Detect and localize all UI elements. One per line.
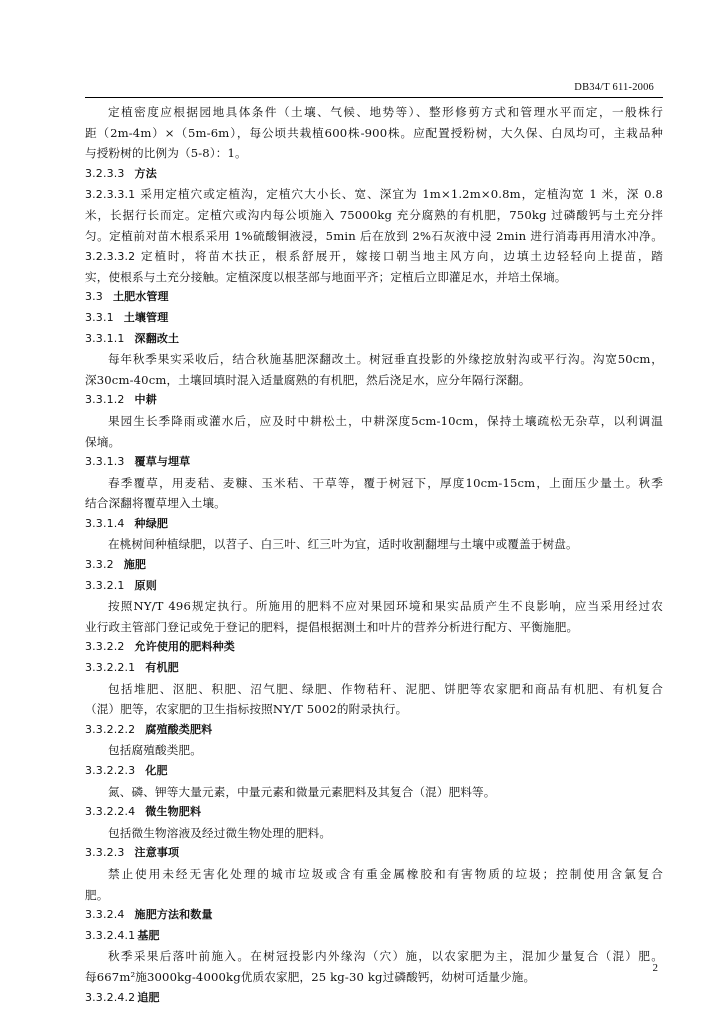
section-title: 施肥方法和数量 <box>134 908 213 922</box>
section-title: 深翻改土 <box>134 331 180 345</box>
clause-text: 定植时，将苗木扶正，根系舒展开，嫁接口朝当地主风方向，边填土边轻轻向上提苗，踏 <box>139 249 663 264</box>
section-heading <box>85 637 663 658</box>
clause-number: 3.2.3.3.1 <box>85 188 136 202</box>
paragraph-line: 业行政主管部门登记或免于登记的肥料，提倡根据测土和叶片的营养分析进行配方、平衡施肥。 <box>85 619 579 634</box>
paragraph-line: 结合深翻将覆草埋入土壤。 <box>85 496 226 511</box>
section-heading <box>85 720 663 741</box>
section-title: 追肥 <box>137 990 160 1004</box>
paragraph-line: 果园生长季降雨或灌水后，应及时中耕松土，中耕深度5cm-10cm，保持土壤疏松无杂草，以利调温 <box>108 413 663 428</box>
document-body <box>85 102 663 1008</box>
section-title: 注意事项 <box>134 846 180 860</box>
section-title: 原则 <box>134 578 157 592</box>
header-rule <box>85 97 663 98</box>
section-number: 3.3.1 <box>85 310 114 324</box>
section-number: 3.3.1.4 <box>85 516 125 530</box>
paragraph-line: 每667m²施3000kg-4000kg优质农家肥，25 kg-30 kg过磷酸钙，幼树可适量少施。 <box>85 969 536 984</box>
clause-number: 3.2.3.3.2 <box>85 250 136 264</box>
section-number: 3.3.2.4.2 <box>85 990 136 1004</box>
section-heading <box>85 514 663 535</box>
numbered-paragraph-line <box>85 184 663 205</box>
numbered-paragraph-line <box>85 246 663 267</box>
section-title: 施肥 <box>123 558 147 572</box>
paragraph-line: 实，使根系与土充分接触。定植深度以根茎部与地面平齐；定植后立即灌足水，并培土保墒。 <box>85 269 567 284</box>
section-title: 种绿肥 <box>134 516 168 530</box>
section-heading <box>85 287 663 308</box>
paragraph-line: 深30cm-40cm，土壤回填时混入适量腐熟的有机肥，然后浇足水，应分年隔行深翻。 <box>85 372 531 387</box>
section-heading <box>85 452 663 473</box>
section-heading <box>85 164 663 185</box>
paragraph-line: 春季覆草，用麦秸、麦糠、玉米秸、干草等，覆于树冠下，厚度10cm-15cm，上面压少量土。秋季 <box>108 475 663 490</box>
section-heading <box>85 329 663 350</box>
paragraph-line: 与授粉树的比例为（5-8）：1。 <box>85 146 247 161</box>
section-heading <box>85 905 663 926</box>
section-number: 3.3.2.2.4 <box>85 805 136 819</box>
paragraph-line: 禁止使用未经无害化处理的城市垃圾或含有重金属橡胶和有害物质的垃圾；控制使用含氯复合 <box>108 866 663 881</box>
section-number: 3.3 <box>85 290 103 304</box>
section-title: 微生物肥料 <box>145 805 202 819</box>
section-number: 3.3.1.1 <box>85 331 125 345</box>
standard-code: DB34/T 611-2006 <box>574 82 654 93</box>
paragraph-line: 保墒。 <box>85 434 121 449</box>
section-heading <box>85 555 663 576</box>
section-heading <box>85 308 663 329</box>
paragraph-line: 在桃树间种植绿肥，以苕子、白三叶、红三叶为宜，适时收割翻埋与土壤中或覆盖于树盘。 <box>108 537 578 552</box>
section-number: 3.3.2.2 <box>85 640 125 654</box>
paragraph-line: 氮、磷、钾等大量元素，中量元素和微量元素肥料及其复合（混）肥料等。 <box>108 784 496 799</box>
section-number: 3.3.2.2.2 <box>85 722 136 736</box>
section-heading <box>85 761 663 782</box>
section-title: 有机肥 <box>145 661 179 675</box>
paragraph-line: 肥。 <box>85 887 109 902</box>
paragraph-line: （混）肥等，农家肥的卫生指标按照NY/T 5002的附录执行。 <box>85 702 408 717</box>
section-number: 3.3.1.3 <box>85 455 125 469</box>
section-title: 中耕 <box>134 393 157 407</box>
paragraph-line: 匀。定植前对苗木根系采用 1%硫酸铜液浸，5min 后在放到 2%石灰液中浸 2min 进行消毒再用清水冲净。 <box>85 228 663 243</box>
paragraph-line: 每年秋季果实采收后，结合秋施基肥深翻改土。树冠垂直投影的外缘挖放射沟或平行沟。沟宽50cm， <box>108 352 663 367</box>
paragraph-line: 距（2m-4m）×（5m-6m），每公顷共栽植600株-900株。应配置授粉树，大久保、白凤均可，主栽品种 <box>85 125 663 140</box>
section-heading <box>85 988 663 1009</box>
page-number: 2 <box>652 962 658 974</box>
section-title: 允许使用的肥料种类 <box>134 640 235 654</box>
section-number: 3.3.2.2.3 <box>85 764 136 777</box>
section-title: 腐殖酸类肥料 <box>145 722 213 736</box>
section-number: 3.3.2 <box>85 558 114 572</box>
section-number: 3.2.3.3 <box>85 166 125 180</box>
paragraph-line: 米，长据行长而定。定植穴或沟内每公顷施入 75000kg 充分腐熟的有机肥，750kg 过磷酸钙与土充分拌 <box>85 207 663 222</box>
section-title: 基肥 <box>137 928 160 942</box>
section-number: 3.3.2.2.1 <box>85 661 136 675</box>
section-number: 3.3.2.3 <box>85 846 125 860</box>
section-heading <box>85 802 663 823</box>
section-number: 3.3.2.4 <box>85 908 125 922</box>
clause-text: 采用定植穴或定植沟，定植穴大小长、宽、深宜为 1m×1.2m×0.8m，定植沟宽 1 米，深 0.8 <box>139 187 663 202</box>
paragraph-line: 定植密度应根据园地具体条件（土壤、气候、地势等）、整形修剪方式和管理水平而定，一般株行 <box>108 105 663 119</box>
section-heading <box>85 576 663 597</box>
section-title: 覆草与埋草 <box>134 455 191 469</box>
paragraph-line: 包括微生物溶液及经过微生物处理的肥料。 <box>108 825 332 840</box>
section-heading <box>85 390 663 411</box>
paragraph-line: 包括腐殖酸类肥。 <box>108 743 202 758</box>
paragraph-line: 秋季采果后落叶前施入。在树冠投影内外缘沟（穴）施，以农家肥为主，混加少量复合（混）肥。 <box>108 949 663 964</box>
section-heading <box>85 843 663 864</box>
paragraph-line: 按照NY/T 496规定执行。所施用的肥料不应对果园环境和果实品质产生不良影响，应当采用经过农 <box>108 599 663 614</box>
section-number: 3.3.2.1 <box>85 578 125 592</box>
section-title: 化肥 <box>145 764 168 777</box>
section-number: 3.3.1.2 <box>85 393 125 407</box>
section-title: 方法 <box>134 166 157 180</box>
section-title: 土肥水管理 <box>112 290 169 304</box>
paragraph-line: 包括堆肥、沤肥、积肥、沼气肥、绿肥、作物秸秆、泥肥、饼肥等农家肥和商品有机肥、有机复合 <box>108 681 663 696</box>
section-heading <box>85 926 663 947</box>
section-number: 3.3.2.4.1 <box>85 928 136 942</box>
section-title: 土壤管理 <box>123 310 169 324</box>
section-heading <box>85 658 663 679</box>
